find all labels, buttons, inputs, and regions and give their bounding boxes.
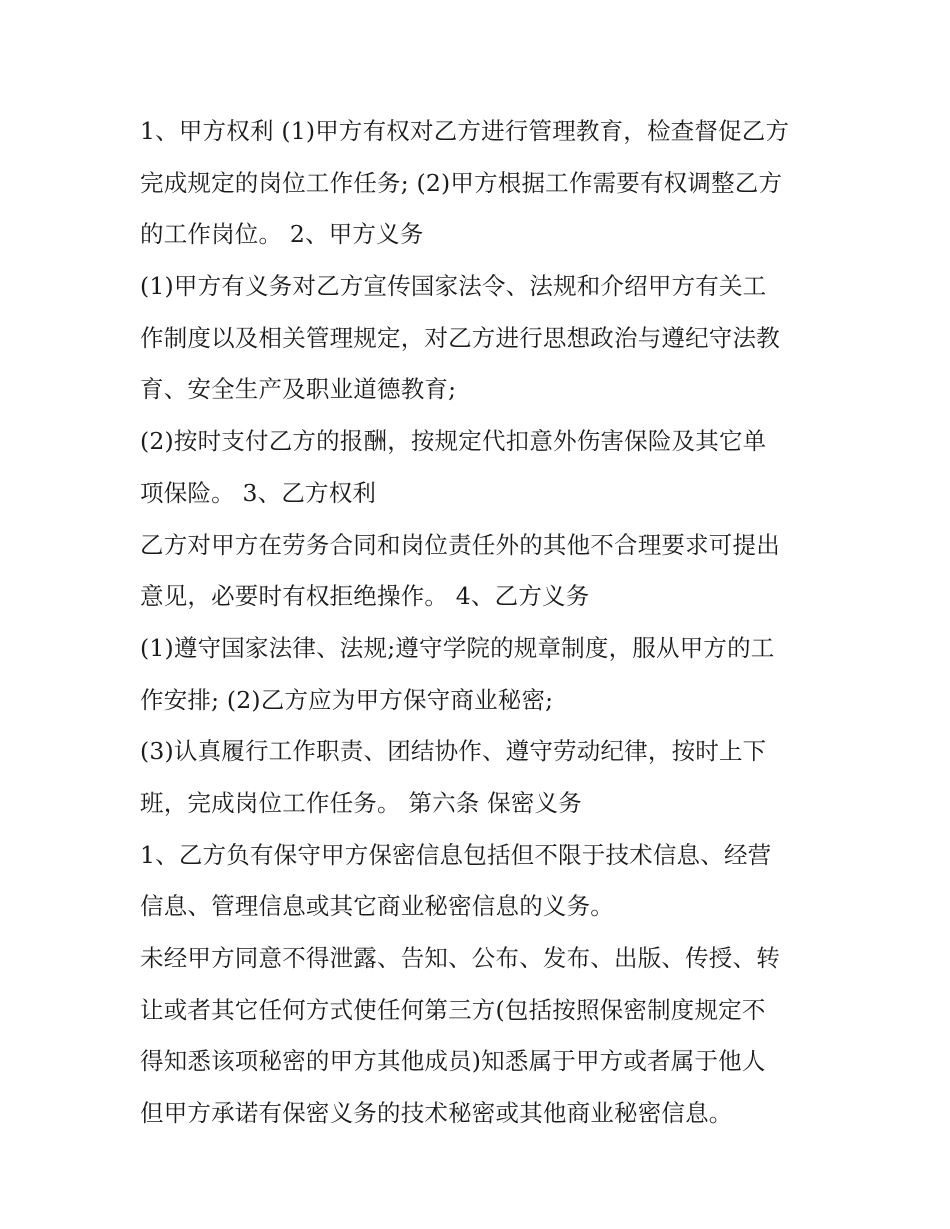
text-line: 项保险。 3、乙方权利: [140, 478, 377, 507]
text-line: 1、甲方权利 (1)甲方有权对乙方进行管理教育，检查督促乙方: [140, 117, 790, 145]
text-line: 意见，必要时有权拒绝操作。 4、乙方义务: [140, 582, 590, 611]
text-line: 得知悉该项秘密的甲方其他成员)知悉属于甲方或者属于他人: [140, 1047, 766, 1076]
text-line: 作安排; (2)乙方应为甲方保守商业秘密;: [140, 685, 554, 714]
text-line: (1)遵守国家法律、法规;遵守学院的规章制度，服从甲方的工: [140, 633, 775, 662]
text-line: 完成规定的岗位工作任务; (2)甲方根据工作需要有权调整乙方: [140, 168, 783, 197]
text-line: 未经甲方同意不得泄露、告知、公布、发布、出版、传授、转: [140, 944, 780, 972]
text-line: 乙方对甲方在劳务合同和岗位责任外的其他不合理要求可提出: [140, 530, 780, 559]
text-line: (3)认真履行工作职责、团结协作、遵守劳动纪律，按时上下: [140, 737, 767, 766]
document-body: [140, 106, 830, 1140]
text-line: (2)按时支付乙方的报酬，按规定代扣意外伤害保险及其它单: [140, 427, 767, 456]
text-line: 1、乙方负有保守甲方保密信息包括但不限于技术信息、经营: [140, 840, 772, 869]
text-line: 但甲方承诺有保密义务的技术秘密或其他商业秘密信息。: [140, 1099, 733, 1128]
text-line: 班，完成岗位工作任务。 第六条 保密义务: [140, 788, 582, 817]
text-line: 的工作岗位。 2、甲方义务: [140, 220, 424, 249]
text-line: 作制度以及相关管理规定，对乙方进行思想政治与遵纪守法教: [140, 323, 780, 352]
text-line: (1)甲方有义务对乙方宣传国家法令、法规和介绍甲方有关工: [140, 272, 767, 301]
text-line: 信息、管理信息或其它商业秘密信息的义务。: [140, 892, 614, 921]
text-line: 育、安全生产及职业道德教育;: [140, 375, 457, 404]
text-line: 让或者其它任何方式使任何第三方(包括按照保密制度规定不: [140, 995, 766, 1024]
